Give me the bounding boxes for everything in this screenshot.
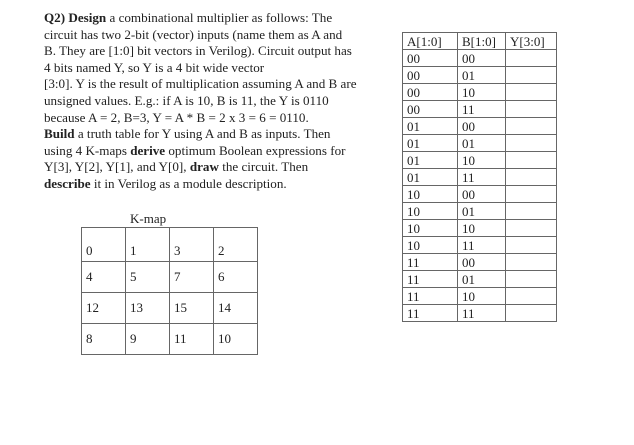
y-cell [506,135,557,152]
a-cell: 01 [403,152,458,169]
table-row [403,186,557,203]
a-cell: 10 [403,237,458,254]
line: 4 bits named Y, so Y is a 4 bit wide vector [44,59,265,75]
table-row [403,237,557,254]
table-row [403,84,557,101]
y-cell [506,101,557,118]
a-cell: 11 [403,271,458,288]
b-cell: 11 [458,101,506,118]
y-cell [506,203,557,220]
line: describe it in Verilog as a module description. [44,175,287,191]
kmap-cell: 14 [214,293,258,324]
question-text [44,10,394,193]
kmap-cell: 13 [126,293,170,324]
a-cell: 10 [403,220,458,237]
kmap-cell: 7 [170,262,214,293]
b-cell: 10 [458,152,506,169]
a-cell: 11 [403,254,458,271]
kmap-row [82,293,258,324]
y-cell [506,271,557,288]
y-cell [506,186,557,203]
kmap-cell: 1 [126,228,170,262]
table-row [403,169,557,186]
kmap-cell: 0 [82,228,126,262]
kmap-cell: 8 [82,324,126,355]
b-cell: 00 [458,254,506,271]
b-cell: 00 [458,50,506,67]
table-row [403,50,557,67]
a-cell: 00 [403,101,458,118]
b-cell: 10 [458,220,506,237]
b-cell: 10 [458,84,506,101]
a-cell: 00 [403,67,458,84]
y-cell [506,254,557,271]
kmap-cell: 5 [126,262,170,293]
line: unsigned values. E.g.: if A is 10, B is 11, the Y is 0110 [44,92,329,108]
truth-table [402,32,557,322]
kmap-row [82,324,258,355]
a-cell: 10 [403,203,458,220]
y-cell [506,220,557,237]
y-cell [506,50,557,67]
b-cell: 10 [458,288,506,305]
b-cell: 01 [458,271,506,288]
table-row [403,254,557,271]
kmap-cell: 10 [214,324,258,355]
a-cell: 10 [403,186,458,203]
header-y: Y[3:0] [506,33,557,50]
table-row [403,288,557,305]
b-cell: 01 [458,203,506,220]
kmap-cell: 3 [170,228,214,262]
b-cell: 01 [458,135,506,152]
kmap-cell: 6 [214,262,258,293]
header-a: A[1:0] [403,33,458,50]
y-cell [506,288,557,305]
y-cell [506,67,557,84]
kmap-cell: 9 [126,324,170,355]
a-cell: 01 [403,135,458,152]
line: Build a truth table for Y using A and B as inputs. Then [44,126,331,142]
y-cell [506,237,557,254]
kmap-label: K-map [130,211,167,226]
table-row [403,67,557,84]
a-cell: 11 [403,305,458,322]
b-cell: 00 [458,118,506,135]
b-cell: 01 [458,67,506,84]
a-cell: 01 [403,118,458,135]
b-cell: 11 [458,169,506,186]
a-cell: 00 [403,50,458,67]
kmap-row [82,262,258,293]
b-cell: 11 [458,237,506,254]
kmap-cell: 15 [170,293,214,324]
a-cell: 00 [403,84,458,101]
table-row [403,305,557,322]
kmap-cell: 12 [82,293,126,324]
y-cell [506,84,557,101]
table-row [403,152,557,169]
y-cell [506,118,557,135]
y-cell [506,169,557,186]
line: B. They are [1:0] bit vectors in Verilog). Circuit output has [44,43,352,59]
line: Q2) Design a combinational multiplier as follows: The [44,10,333,25]
table-row [403,203,557,220]
line: [3:0]. Y is the result of multiplication assuming A and B are [44,76,357,92]
table-row [403,135,557,152]
line: because A = 2, B=3, Y = A * B = 2 x 3 = 6 = 0110. [44,109,309,125]
kmap-row [82,228,258,262]
line: using 4 K-maps derive optimum Boolean expressions for [44,142,346,158]
line: Y[3], Y[2], Y[1], and Y[0], draw the circuit. Then [44,159,309,175]
table-row [403,271,557,288]
b-cell: 11 [458,305,506,322]
a-cell: 11 [403,288,458,305]
kmap-cell: 2 [214,228,258,262]
b-cell: 00 [458,186,506,203]
kmap-grid [81,227,258,355]
header-b: B[1:0] [458,33,506,50]
line: circuit has two 2-bit (vector) inputs (name them as A and [44,26,343,42]
kmap-cell: 4 [82,262,126,293]
y-cell [506,305,557,322]
a-cell: 01 [403,169,458,186]
table-row [403,101,557,118]
y-cell [506,152,557,169]
kmap-cell: 11 [170,324,214,355]
table-row [403,220,557,237]
table-row [403,118,557,135]
table-header-row [403,33,557,50]
